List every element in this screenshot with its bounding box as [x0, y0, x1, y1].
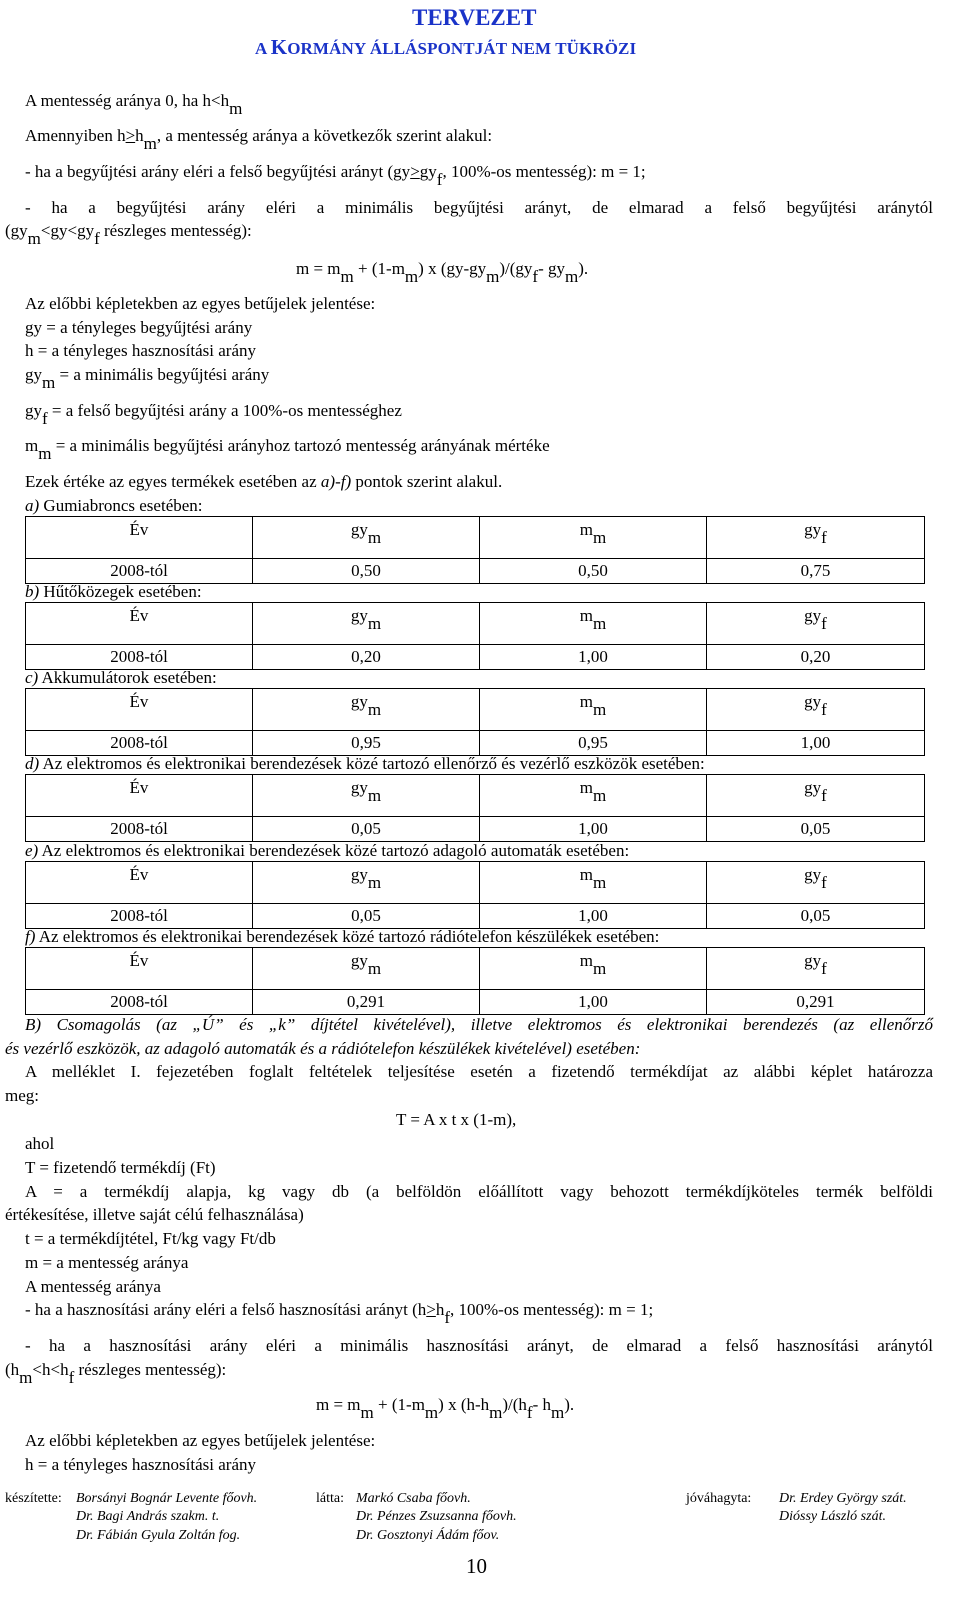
def-A-1: A = a termékdíj alapja, kg vagy db (a belföldön előállított vagy behozott termékdíjköteles termék belföldi [25, 1182, 933, 1201]
section-caption: a) Gumiabroncs esetében: [25, 496, 203, 515]
values-intro: Ezek értéke az egyes termékek esetében az a)-f) pontok szerint alakul. [25, 472, 503, 491]
cell-year: 2008-tól [26, 731, 253, 756]
col-mm: $m_m$ [480, 517, 707, 559]
col-gym: $gy_m$ [253, 775, 480, 817]
col-gym: $gy_m$ [253, 603, 480, 645]
cell-gym: 0,291 [253, 990, 480, 1015]
approved-by-label: jóváhagyta: [686, 1491, 752, 1506]
col-year: Év [26, 689, 253, 731]
threshold-table [25, 861, 925, 929]
def-gyf: $gy_f = a$ felső begyűjtési arány a 100%-os mentességhez [25, 401, 402, 428]
section-caption: f) Az elektromos és elektronikai berendezések közé tartozó rádiótelefon készülékek esetében: [25, 927, 660, 946]
cell-gyf: 0,05 [707, 817, 925, 842]
col-year: Év [26, 862, 253, 904]
col-mm: $m_m$ [480, 689, 707, 731]
page-number: 10 [466, 1554, 487, 1578]
cell-gym: 0,05 [253, 904, 480, 929]
def-gym: $gy_m = a$ minimális begyűjtési arány [25, 365, 270, 392]
col-year: Év [26, 775, 253, 817]
def-m: m = a mentesség aránya [25, 1253, 189, 1272]
cell-year: 2008-tól [26, 559, 253, 584]
cell-year: 2008-tól [26, 645, 253, 670]
cell-mm: 0,50 [480, 559, 707, 584]
prepared-by-label: készítette: [5, 1491, 62, 1506]
threshold-table [25, 602, 925, 670]
cell-gym: 0,20 [253, 645, 480, 670]
exemption-zero-line: A mentesség aránya 0, ha $h<h_m$ [25, 91, 243, 118]
cell-gym: 0,50 [253, 559, 480, 584]
partial-exemption-range: ($gy_m<gy<gy_f$ részleges mentesség): [5, 221, 252, 248]
col-mm: $m_m$ [480, 775, 707, 817]
cell-mm: 1,00 [480, 645, 707, 670]
seen-by-label: látta: [316, 1491, 344, 1506]
threshold-table [25, 774, 925, 842]
cell-mm: 1,00 [480, 990, 707, 1015]
table-header-row [26, 862, 925, 904]
packaging-heading-2: és vezérlő eszközök, az adagoló automaták és a rádiótelefon készülékek kivételével) esetében: [5, 1039, 641, 1058]
col-gym: $gy_m$ [253, 689, 480, 731]
full-exemption-line: - ha a begyűjtési arány eléri a felső begyűjtési arányt ($gy>gy_f$, 100%-os mentesség): m = 1; [25, 162, 646, 189]
table-header-row [26, 689, 925, 731]
col-mm: $m_m$ [480, 948, 707, 990]
col-mm: $m_m$ [480, 862, 707, 904]
prepared-by-3: Dr. Fábián Gyula Zoltán fog. [76, 1528, 241, 1543]
draft-subtitle: A KORMÁNY ÁLLÁSPONTJÁT NEM TÜKRÖZI [255, 35, 637, 59]
section-caption: e) Az elektromos és elektronikai berendezések közé tartozó adagoló automaták esetében: [25, 841, 630, 860]
cell-gyf: 0,291 [707, 990, 925, 1015]
packaging-para-1: A melléklet I. fejezetében foglalt feltételek teljesítése esetén a fizetendő termékdíjat az alábbi képlet határozza [25, 1062, 933, 1081]
section-caption: c) Akkumulátorok esetében: [25, 668, 217, 687]
cell-gyf: 0,75 [707, 559, 925, 584]
approved-by-1: Dr. Erdey György szát. [779, 1491, 907, 1506]
formula-fee: T = A x t x (1-m), [396, 1110, 517, 1129]
section-caption: b) Hűtőközegek esetében: [25, 582, 202, 601]
col-gyf: $gy_f$ [707, 603, 925, 645]
formula-gy: $m = m_m + (1-m_m)$ x $(gy-gy_m)/(gy_f-$ $gy_m$). [296, 259, 589, 286]
table-row [26, 645, 925, 670]
threshold-table [25, 516, 925, 584]
definitions-heading-2: Az előbbi képletekben az egyes betűjelek jelentése: [25, 1431, 376, 1450]
recovery-partial-range: ($h_m<h<h_f$ részleges mentesség): [5, 1360, 227, 1387]
table-header-row [26, 775, 925, 817]
col-gyf: $gy_f$ [707, 862, 925, 904]
def-gy: gy = a tényleges begyűjtési arány [25, 318, 253, 337]
def-A-2: értékesítése, illetve saját célú felhasználása) [5, 1205, 304, 1224]
packaging-para-2: meg: [5, 1086, 39, 1105]
definitions-heading: Az előbbi képletekben az egyes betűjelek jelentése: [25, 294, 376, 313]
cell-year: 2008-tól [26, 990, 253, 1015]
col-gyf: $gy_f$ [707, 948, 925, 990]
cell-gyf: 1,00 [707, 731, 925, 756]
formula-h: $m = m_m + (1-m_m)$ x $(h-h_m)/(h_f-$ $h_m$). [316, 1395, 575, 1422]
table-row [26, 731, 925, 756]
packaging-heading-1: B) Csomagolás (az „Ú” és „k” díjtétel kivételével), illetve elektromos és elektronikai berendezés (az ellenőrző [25, 1015, 933, 1034]
def-mm: $m_m = a$ minimális begyűjtési arányhoz tartozó mentesség arányának mértéke [25, 436, 550, 463]
recovery-partial-line: - ha a hasznosítási arány eléri a minimális hasznosítási arányt, de elmarad a felső hasznosítási aránytól [25, 1336, 933, 1355]
col-gyf: $gy_f$ [707, 517, 925, 559]
cell-gyf: 0,20 [707, 645, 925, 670]
cell-year: 2008-tól [26, 817, 253, 842]
prepared-by-1: Borsányi Bognár Levente főovh. [76, 1491, 258, 1506]
table-row [26, 817, 925, 842]
table-row [26, 990, 925, 1015]
threshold-table [25, 947, 925, 1015]
col-gyf: $gy_f$ [707, 689, 925, 731]
prepared-by-2: Dr. Bagi András szakm. t. [76, 1509, 220, 1524]
cell-gym: 0,95 [253, 731, 480, 756]
cell-mm: 1,00 [480, 904, 707, 929]
table-header-row [26, 517, 925, 559]
recovery-full-line: - ha a hasznosítási arány eléri a felső hasznosítási arányt ($h>h_f$, 100%-os mentesség): m = 1; [25, 1300, 654, 1327]
def-h-2: h = a tényleges hasznosítási arány [25, 1455, 256, 1474]
seen-by-2: Dr. Pénzes Zsuzsanna főovh. [356, 1509, 517, 1524]
cell-gym: 0,05 [253, 817, 480, 842]
partial-exemption-line: - ha a begyűjtési arány eléri a minimális begyűjtési arányt, de elmarad a felső begyűjtési aránytól [25, 198, 933, 217]
approved-by-2: Dióssy László szát. [779, 1509, 886, 1524]
cell-gyf: 0,05 [707, 904, 925, 929]
draft-title: TERVEZET [412, 5, 537, 30]
col-gyf: $gy_f$ [707, 775, 925, 817]
threshold-table [25, 688, 925, 756]
seen-by-1: Markó Csaba főovh. [356, 1491, 471, 1506]
col-year: Év [26, 517, 253, 559]
col-year: Év [26, 603, 253, 645]
def-T: T = fizetendő termékdíj (Ft) [25, 1158, 216, 1177]
table-row [26, 559, 925, 584]
def-h: h = a tényleges hasznosítási arány [25, 341, 256, 360]
col-year: Év [26, 948, 253, 990]
table-header-row [26, 948, 925, 990]
col-gym: $gy_m$ [253, 862, 480, 904]
def-t: t = a termékdíjtétel, Ft/kg vagy Ft/db [25, 1229, 276, 1248]
exemption-rate-heading: A mentesség aránya [25, 1277, 161, 1296]
col-gym: $gy_m$ [253, 948, 480, 990]
cell-year: 2008-tól [26, 904, 253, 929]
col-gym: $gy_m$ [253, 517, 480, 559]
section-caption: d) Az elektromos és elektronikai berendezések közé tartozó ellenőrző és vezérlő eszközök esetében: [25, 754, 705, 773]
ahol-label: ahol [25, 1134, 55, 1153]
cell-mm: 0,95 [480, 731, 707, 756]
col-mm: $m_m$ [480, 603, 707, 645]
table-row [26, 904, 925, 929]
cell-mm: 1,00 [480, 817, 707, 842]
seen-by-3: Dr. Gosztonyi Ádám főov. [356, 1528, 500, 1543]
exemption-intro-line: Amennyiben $h>h_m$, a mentesség aránya a következők szerint alakul: [25, 126, 493, 153]
table-header-row [26, 603, 925, 645]
